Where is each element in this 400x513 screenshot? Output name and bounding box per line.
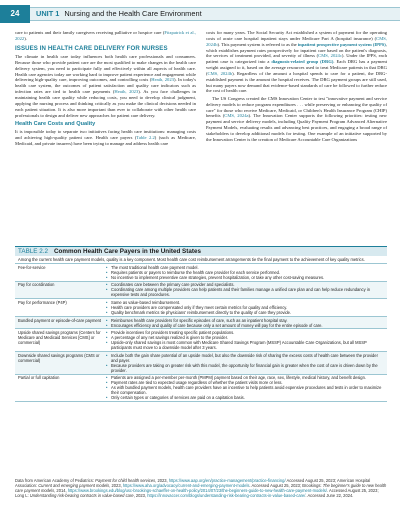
key-term[interactable]: inpatient prospective payment system (IPPS): [297, 41, 386, 47]
unit-label: UNIT 1: [36, 9, 60, 18]
list-item: • Patients are assigned a per-member per-month (PMPM) payment based on their age, race, sex, lifestyle, medical history, and benefit design.: [105, 375, 384, 380]
table-title-bar: [15, 246, 387, 256]
table-sources: Data from American Academy of Pediatrics: Payment for child health services, 2023, https://www.aap.org/en/practice-management/practice-financing/ Accessed August 25, 2023; American Hospital Association: Current and emerging payment models, 2023, https://www.aha.org/advocacy/current-and-emerging-payment-models. Accessed August 25, 2023; Brookings: The beginner's guide to new health care payment models, 2014, https://www.brookings.edu/blog/usc-brookings-schaeffer-on-health-policy/2014/07/23/the-beginners-guide-to-new-health-care-payment-models/. Accessed August 25, 2023; Long L: Understanding risk-bearing contracts in value-based care, 2023, https://innovaccer.com/blogs/understanding-risk-bearing-contracts-in-value-based-care/. Accessed June 22, 2024.: [15, 478, 387, 498]
list-item: • Same as value-based reimbursement.: [105, 300, 384, 305]
payer-details: [105, 375, 387, 402]
list-item: • Reimburses health care providers for specific episodes of care, such as an inpatient hospital stay.: [105, 318, 384, 323]
table-title: Common Health Care Payers in the United States: [53, 248, 201, 255]
payer-name: Upside shared savings programs (Centers for Medicare and Medicaid Services [CMS] or commercial): [18, 330, 101, 346]
source-url-link[interactable]: https://www.aap.org/en/practice-management/practice-financing/: [168, 478, 286, 483]
payer-name: Pay for performance (P4P): [18, 299, 67, 305]
payer-name: Partial or full capitation: [18, 375, 60, 381]
left-column: [15, 30, 196, 148]
list-item: • Payment rates are tied to expected usage regardless of whether the patient visits more or less.: [105, 380, 384, 385]
source-url-link[interactable]: https://innovaccer.com/blogs/understanding-risk-bearing-contracts-in-value-based-care/: [147, 493, 306, 498]
payer-details: [105, 352, 387, 374]
citation-link[interactable]: Fitzpatrick et al., 2022: [15, 30, 197, 41]
payers-table: [15, 246, 387, 402]
payer-details: [105, 282, 387, 299]
page-number: 24: [0, 5, 30, 23]
list-item: • The most traditional health care payment model.: [105, 265, 384, 270]
paragraph: care to patients and their family caregivers receiving palliative or hospice care (Fitzpatrick et al., 2022).: [15, 30, 197, 41]
table-intro: Among the current health care payment models, quality is a key component. Most health care cost reimbursement arrangements tie the final payment to the achievement of key quality metrics.: [15, 256, 387, 264]
source-url-link[interactable]: https://www.aha.org/advocacy/current-and-emerging-payment-models: [122, 483, 250, 488]
paragraph: The climate in health care today influences both health care professionals and consumers. Because those who provide patient care are the most qualified to make changes in the health care delivery system, you need to participate fully and effectively within all aspects of health care. Health care agencies today are working hard to improve patient experience and engagement while delivering high-quality care, improving outcomes, and controlling costs (Heath, 2023). In today's health care system, the outcomes of patient satisfaction and quality care indicators such as infection rates are tied to health care payments (Heath, 2023). As you face challenges in maintaining health care quality while reducing costs, you need to develop clinical judgment, applying the nursing process and thinking critically as you make the clinical decisions needed in each patient situation. It is also more important than ever to collaborate with other health care professionals to design and deliver new approaches for patient care delivery.: [15, 54, 197, 118]
list-item: • Only certain types or categories of services are paid on a capitation basis.: [105, 395, 384, 400]
payer-details: [105, 329, 387, 351]
page-header: [0, 0, 400, 28]
table-row: [15, 375, 387, 403]
citation-link[interactable]: CMS, 2024c: [318, 53, 342, 59]
list-item: • Provide incentives for providers treating specific patient populations.: [105, 330, 384, 335]
citation-link[interactable]: CMS, 2024b: [207, 70, 233, 76]
citation-link[interactable]: CMS, 2024b: [206, 35, 387, 47]
list-item: • As with bundled payment models, health care providers have an incentive to help patients avoid expensive procedures and tests in order to maximize their compensation.: [105, 385, 384, 395]
payer-details: [105, 317, 387, 329]
list-item: • A percentage of any net savings realized is given to the provider.: [105, 335, 384, 340]
right-column: [206, 30, 387, 144]
list-item: • Upside-only shared savings is most common with Medicare Shared Savings Program (MSSP) Accountable Care Organizations, but all MSSP participants must move to a downside model after 3 years.: [105, 340, 384, 350]
subsection-heading: Health Care Costs and Quality: [15, 120, 96, 127]
table-label: TABLE 2.2: [18, 248, 48, 255]
paragraph: It is impossible today to separate two initiatives facing health care institutions: managing costs and achieving high-quality patient care. Health care payers (Table 2.2) (such as Medicare, Medicaid, and private insurers) have been trying to manage and address health care: [15, 128, 196, 146]
list-item: • Coordinates care between the primary care provider and specialists.: [105, 282, 384, 287]
source-title: Current and emerging payment models: [38, 483, 110, 488]
body-columns: [15, 30, 387, 244]
paragraph: costs for many years. The Social Security Act established a system of payment for the operating costs of acute care hospital inpatient stays under Medicare Part A (hospital insurance) (CMS, 2024b). This payment system is referred to as the inpatient prospective payment system (IPPS), which establishes payment rates prospectively for inpatient care based on the patient's diagnosis, the services of treatment provided, and severity of illness (CMS, 2024c). Under the IPPS, each patient case is categorized into a diagnosis-related group (DRG). Each DRG has a payment weight assigned to it, based on the average resources used to treat Medicare patients in that DRG (CMS, 2024b). Regardless of the amount a hospital spends to care for a patient, the DRG-established payment is the amount the hospital receives. The DRG payment groups are still used, but many payers now demand that evidence-based standards of care be followed to further reduce the cost of health care.: [206, 30, 388, 94]
payer-name: Fee-for-service: [18, 264, 46, 270]
payer-details: [105, 299, 387, 316]
source-title: Understanding risk-bearing contracts in value-based care: [29, 493, 134, 498]
table-row: [15, 282, 387, 300]
table-row: [15, 299, 387, 317]
source-url-link[interactable]: https://www.brookings.edu/blog/usc-brookings-schaeffer-on-health-policy/2014/07/23/the-beginners-guide-to-new-health-care-payment-models/: [67, 488, 327, 493]
payer-name: Bundled payment or episode-of-care payment: [18, 317, 102, 323]
table-reference-link[interactable]: Table 2.2: [136, 134, 155, 140]
list-item: • Health care providers are compensated only if they meet certain metrics for quality and efficiency.: [105, 305, 384, 310]
section-heading: ISSUES IN HEALTH CARE DELIVERY FOR NURSES: [15, 44, 168, 52]
list-item: • Include both the gain share potential of an upside model, but also the downside risk of sharing the excess costs of health care between the provider and payer.: [105, 353, 384, 363]
source-title: The beginner's guide to new health care payment models: [15, 483, 387, 493]
chapter-title: Nursing and the Health Care Environment: [64, 9, 202, 18]
running-head: [36, 9, 202, 19]
list-item: • Quality benchmark metrics tie physicians' reimbursement directly to the quality of care they provide.: [105, 310, 384, 315]
paragraph: The US Congress created the CMS Innovation Center to test "innovative payment and service delivery models to reduce program expenditures . . . while preserving or enhancing the quality of care" for those who receive Medicare, Medicaid, or Children's Health Insurance Program (CHIP) benefits (CMS, 2024a). The Innovation Center supports the following priorities: testing new payment and service delivery models, including Quality Payment Program Advanced Alternative Payment Models, evaluating results and advancing best practices, and engaging a broad range of stakeholders to develop additional models for testing. One example of an initiative supported by the Innovation Center is the creation of Medicare Accountable Care Organizations: [206, 95, 387, 142]
table-row: [15, 264, 387, 282]
list-item: • Coordinating care among multiple providers can help patients and their families manage a unified care plan and can help reduce redundancy in expensive tests and procedures.: [105, 287, 384, 297]
payer-details: [105, 264, 387, 281]
list-item: • Because providers are taking on greater risk with this model, the opportunity for financial gain is greater when the cost of care is driven down by the provider.: [105, 363, 384, 373]
citation-link[interactable]: Heath, 2023: [114, 89, 139, 95]
list-item: • Requires patients or payers to reimburse the health care provider for each service performed.: [105, 270, 384, 275]
source-title: Payment for child health services: [95, 478, 156, 483]
list-item: • Encourages efficiency and quality of care because only a set amount of money will pay for the entire episode of care.: [105, 323, 384, 328]
table-row: [15, 317, 387, 330]
table-row: [15, 352, 387, 375]
citation-link[interactable]: Heath, 2023: [151, 77, 174, 83]
table-row: [15, 329, 387, 352]
payer-name: Downside shared savings programs (CMS or commercial): [18, 352, 100, 363]
payer-name: Pay for coordination: [18, 282, 55, 288]
citation-link[interactable]: CMS, 2024a: [224, 113, 249, 119]
key-term[interactable]: diagnosis-related group (DRG): [271, 59, 334, 65]
list-item: • No incentive to implement preventive care strategies, prevent hospitalization, or take any other cost-saving measures.: [105, 275, 384, 280]
